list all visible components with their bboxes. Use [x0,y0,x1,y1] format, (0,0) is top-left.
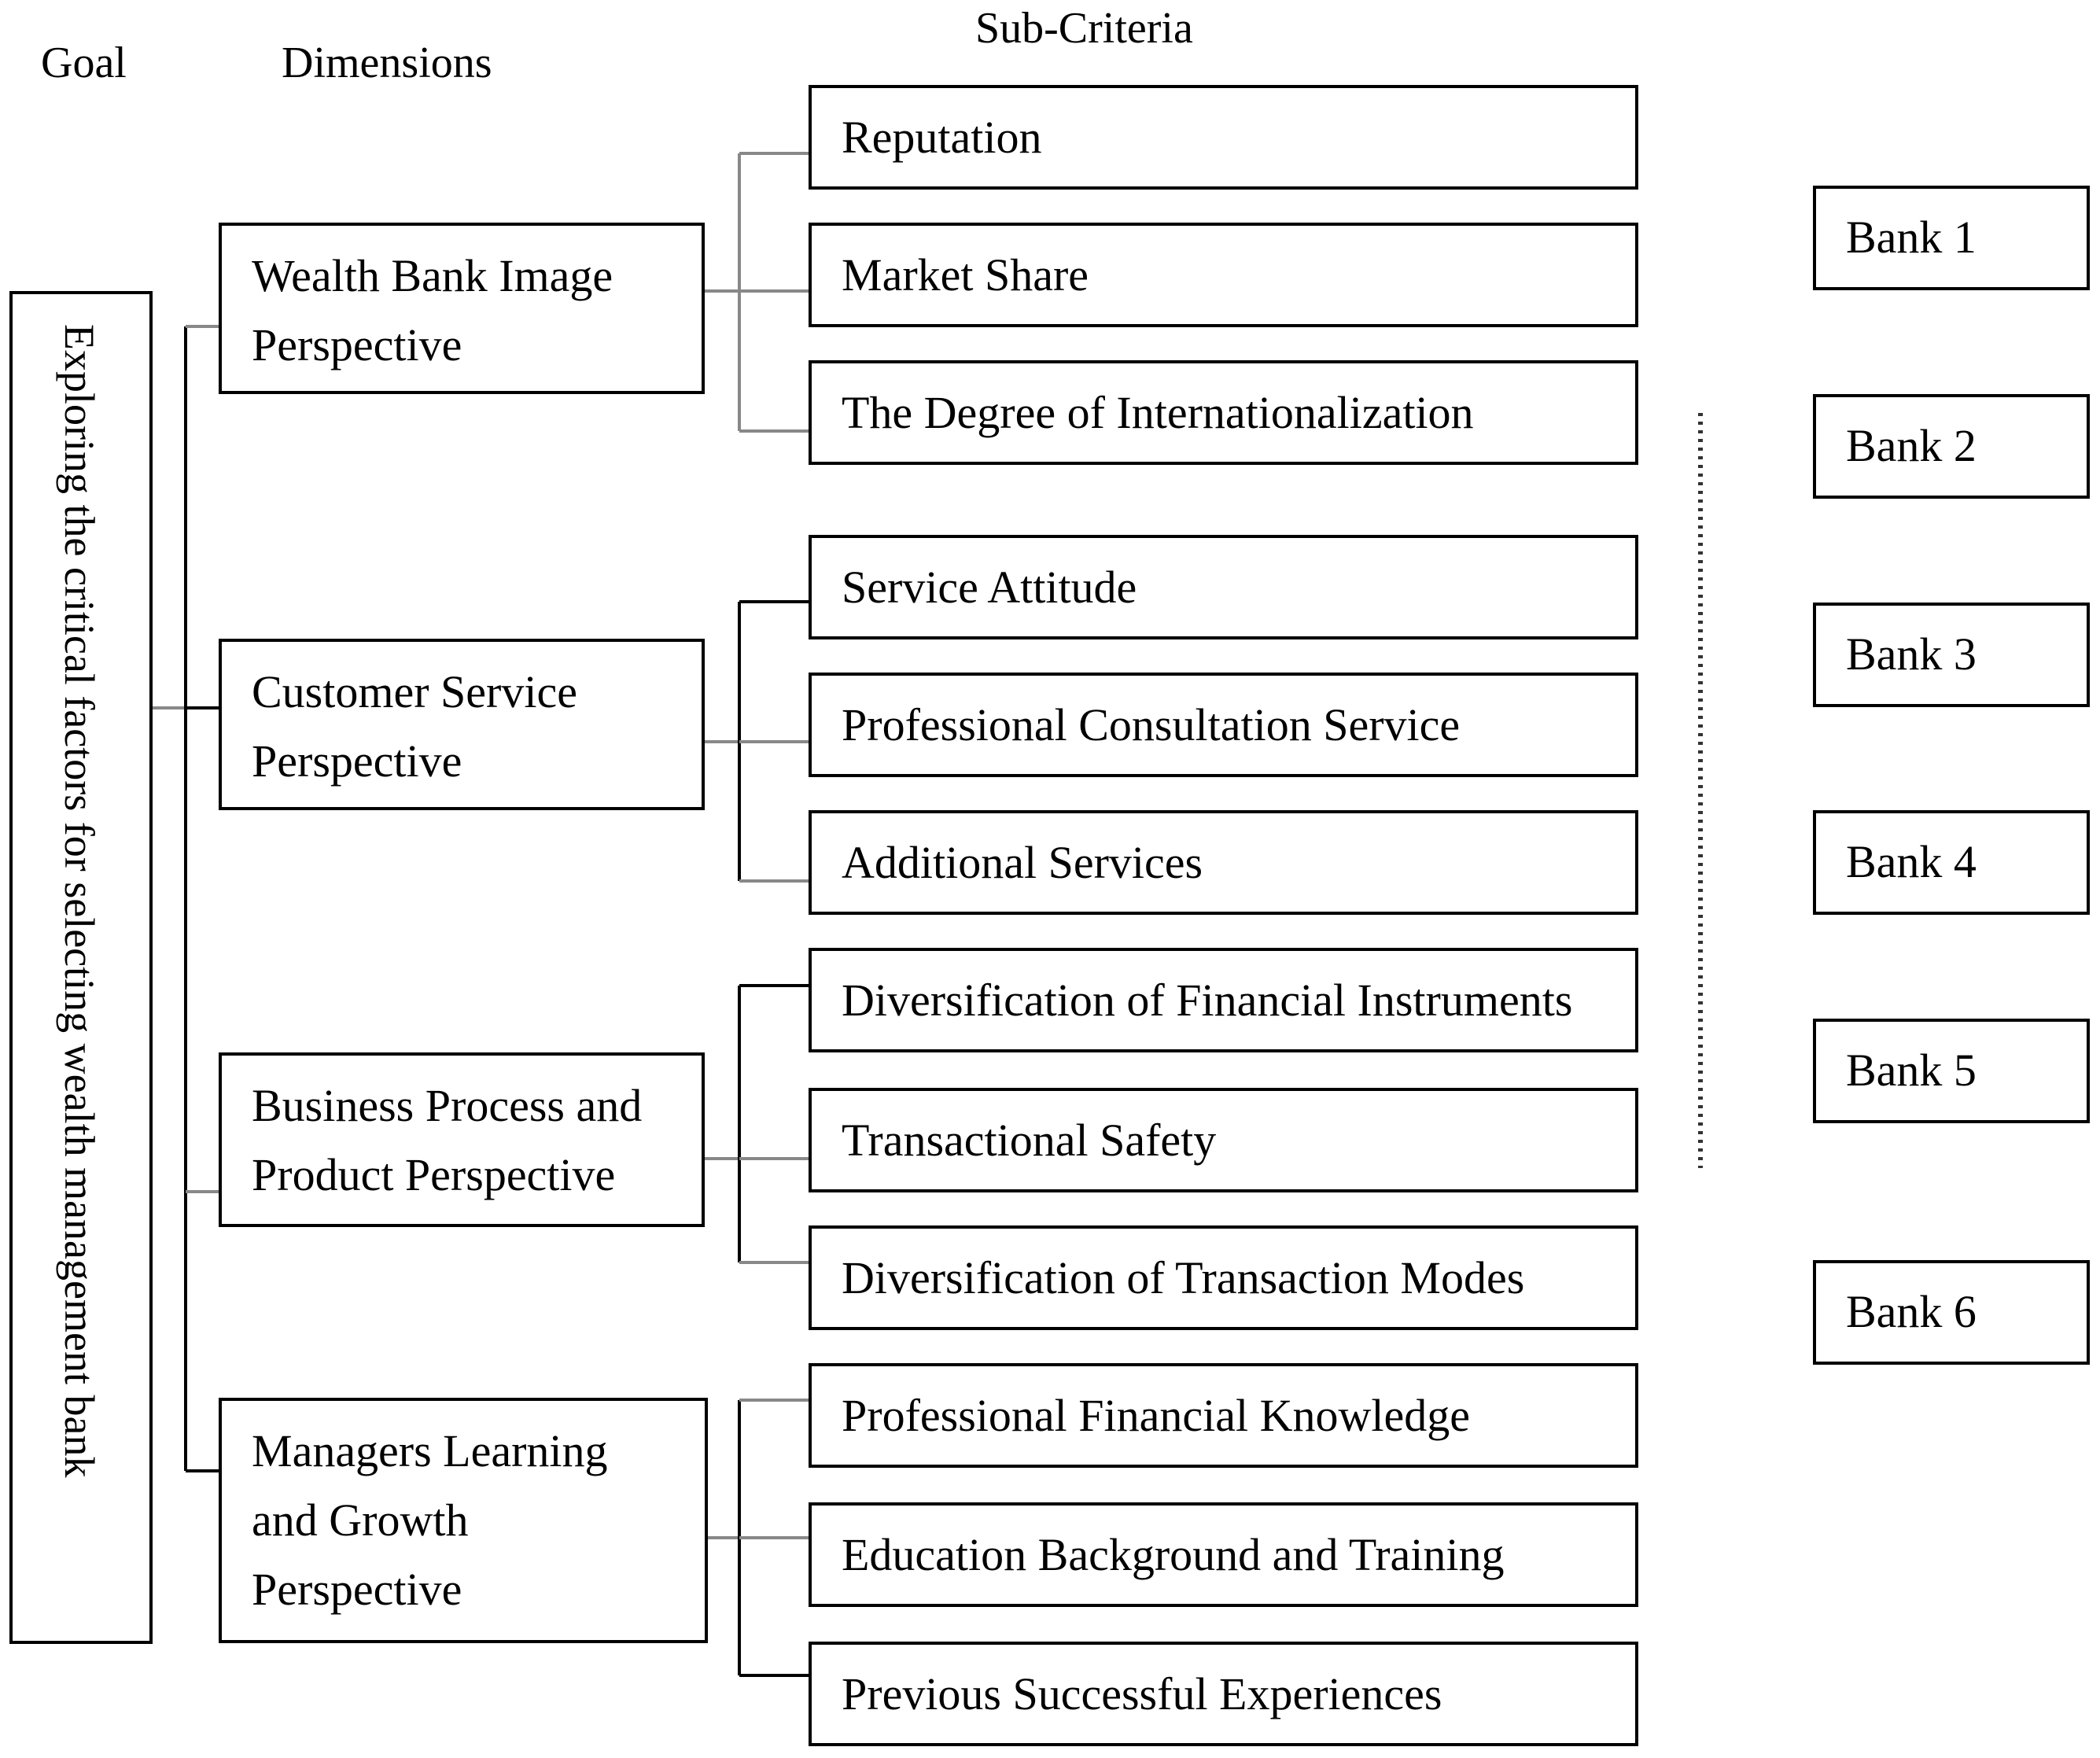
dimension-box-business-process [219,1052,705,1227]
bank-label: Bank 1 [1846,212,1977,263]
sub-criterion-label: Diversification of Financial Instruments [842,975,1573,1026]
dimension-line: Business Process and [252,1080,643,1131]
bank-box-6 [1813,1260,2090,1365]
bank-label: Bank 5 [1846,1045,1977,1096]
dimension-line: Perspective [252,735,462,787]
sub-criterion-label: Market Share [842,249,1089,300]
bank-label: Bank 6 [1846,1286,1977,1337]
dimension-line: Customer Service [252,666,577,717]
sub-criterion-box [809,1088,1638,1192]
sub-criterion-label: Service Attitude [842,562,1137,613]
sub-criterion-box [809,1225,1638,1330]
bank-box-5 [1813,1019,2090,1123]
sub-criterion-box [809,810,1638,915]
sub-criterion-label: Previous Successful Experiences [842,1668,1442,1719]
sub-criterion-box [809,1363,1638,1468]
sub-criterion-label: Transactional Safety [842,1115,1217,1166]
dimensions-header: Dimensions [282,39,492,87]
sub-criteria-header: Sub-Criteria [975,4,1193,53]
sub-criterion-box [809,85,1638,190]
sub-criterion-label: Professional Consultation Service [842,699,1461,750]
bank-label: Bank 2 [1846,420,1977,471]
sub-criterion-label: Education Background and Training [842,1529,1505,1580]
sub-criterion-label: Additional Services [842,837,1203,888]
sub-criterion-label: Diversification of Transaction Modes [842,1252,1525,1303]
dimension-line: Perspective [252,319,462,370]
goal-box [9,291,153,1644]
dimension-line: and Growth [252,1494,469,1546]
dimension-box-customer-service [219,639,705,810]
bank-box-2 [1813,394,2090,499]
bank-label: Bank 4 [1846,836,1977,887]
dimension-line: Managers Learning [252,1425,608,1476]
bank-box-4 [1813,810,2090,915]
dimension-box-wealth-bank-image [219,223,705,394]
sub-criterion-label: The Degree of Internationalization [842,387,1474,438]
sub-criterion-box [809,948,1638,1052]
bank-box-1 [1813,186,2090,290]
sub-criterion-box [809,360,1638,465]
goal-text: Exploring the critical factors for selecting wealth management bank [56,324,103,1478]
goal-header: Goal [41,39,127,87]
sub-criterion-box [809,673,1638,777]
dimension-line: Perspective [252,1564,462,1615]
sub-criterion-box [809,1502,1638,1607]
sub-criterion-box [809,223,1638,327]
sub-criterion-label: Reputation [842,112,1042,163]
sub-criterion-box [809,535,1638,639]
bank-box-3 [1813,603,2090,707]
dimension-line: Wealth Bank Image [252,250,613,301]
sub-criterion-label: Professional Financial Knowledge [842,1390,1470,1441]
dimension-box-managers-learning [219,1398,708,1643]
bank-label: Bank 3 [1846,628,1977,680]
dimension-line: Product Perspective [252,1149,616,1200]
sub-criterion-box [809,1642,1638,1746]
